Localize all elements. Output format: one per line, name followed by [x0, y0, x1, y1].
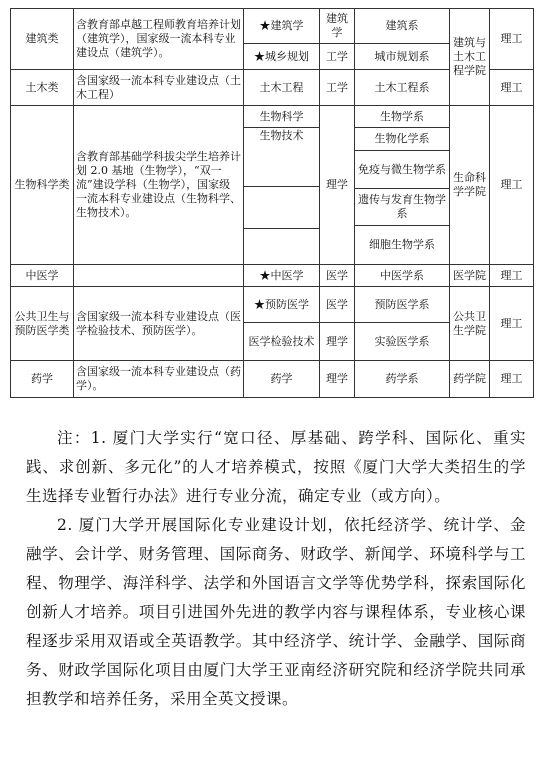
- department-cell: 生物学系: [355, 106, 450, 128]
- type-cell: 理工: [490, 9, 534, 70]
- college-cell: 建筑与土木工程学院: [450, 9, 490, 106]
- table-row: [11, 361, 534, 398]
- type-cell: 理工: [490, 265, 534, 287]
- department-cell: 药学系: [355, 361, 450, 398]
- department-cell: 实验医学系: [355, 323, 450, 361]
- type-cell: 理工: [490, 70, 534, 106]
- department-cell: 预防医学系: [355, 287, 450, 323]
- category-cell: 生物科学类: [11, 106, 74, 265]
- college-cell: 公共卫生学院: [450, 287, 490, 361]
- type-cell: 理工: [490, 361, 534, 398]
- majors-table: [10, 8, 534, 398]
- major-empty-cell: [244, 187, 320, 229]
- major-cell: 生物科学: [244, 106, 320, 128]
- department-cell: 建筑系: [355, 9, 450, 44]
- department-cell: 遗传与发育生物学系: [355, 189, 450, 226]
- major-empty-cell: [244, 229, 320, 265]
- note-1: 注：1. 厦门大学实行“宽口径、厚基础、跨学科、国际化、重实践、求创新、多元化”的人才培养模式，按照《厦门大学大类招生的学生选择专业暂行办法》进行专业分流，确定专业（或方向）。: [26, 429, 526, 505]
- type-cell: 理工: [490, 106, 534, 265]
- discipline-cell: 理学: [320, 106, 355, 265]
- department-cell: 细胞生物学系: [355, 226, 450, 265]
- department-cell: 生物化学系: [355, 128, 450, 151]
- discipline-cell: 建筑学: [320, 9, 355, 44]
- major-cell: ★预防医学: [244, 287, 320, 323]
- major-cell: 生物技术: [244, 128, 320, 187]
- honor-empty-cell: [74, 265, 244, 287]
- table-row: [11, 287, 534, 323]
- honor-cell: 含国家级一流本科专业建设点（药学）。: [74, 361, 244, 398]
- category-cell: 土木类: [11, 70, 74, 106]
- table-row: [11, 265, 534, 287]
- category-cell: 公共卫生与预防医学类: [11, 287, 74, 361]
- category-cell: 中医学: [11, 265, 74, 287]
- department-cell: 城市规划系: [355, 44, 450, 70]
- note-2: 2. 厦门大学开展国际化专业建设计划，依托经济学、统计学、金融学、会计学、财务管理、国际商务、财政学、新闻学、环境科学与工程、物理学、海洋科学、法学和外国语言文学等优势学科，探索国际化创新人才培养。项目引进国外先进的教学内容与课程体系，专业核心课程逐步采用双语或全英语教学。其中经济学、统计学、金融学、国际商务、财政学国际化项目由厦门大学王亚南经济研究院和经济学院共同承担教学和培养任务，采用全英文授课。: [26, 516, 526, 708]
- major-cell: ★城乡规划: [244, 44, 320, 70]
- honor-cell: 含教育部基础学科拔尖学生培养计划 2.0 基地（生物学），“双一流”建设学科（生物学），国家级一流本科专业建设点（生物科学、生物技术）。: [74, 106, 244, 265]
- discipline-cell: 理学: [320, 361, 355, 398]
- major-cell: 医学检验技术: [244, 323, 320, 361]
- department-cell: 免疫与微生物学系: [355, 151, 450, 189]
- discipline-cell: 医学: [320, 265, 355, 287]
- major-cell: ★中医学: [244, 265, 320, 287]
- discipline-cell: 工学: [320, 70, 355, 106]
- table-row: [11, 9, 534, 44]
- category-cell: 建筑类: [11, 9, 74, 70]
- notes-section: [26, 424, 526, 714]
- honor-cell: 含国家级一流本科专业建设点（医学检验技术、预防医学）。: [74, 287, 244, 361]
- discipline-cell: 医学: [320, 287, 355, 323]
- college-cell: 生命科学学院: [450, 106, 490, 265]
- department-cell: 土木工程系: [355, 70, 450, 106]
- department-cell: 中医学系: [355, 265, 450, 287]
- discipline-cell: 理学: [320, 323, 355, 361]
- college-cell: 医学院: [450, 265, 490, 287]
- discipline-cell: 工学: [320, 44, 355, 70]
- major-cell: 土木工程: [244, 70, 320, 106]
- honor-cell: 含教育部卓越工程师教育培养计划（建筑学），国家级一流本科专业建设点（建筑学）。: [74, 9, 244, 70]
- major-cell: ★建筑学: [244, 9, 320, 44]
- type-cell: 理工: [490, 287, 534, 361]
- category-cell: 药学: [11, 361, 74, 398]
- honor-cell: 含国家级一流本科专业建设点（土木工程）: [74, 70, 244, 106]
- college-cell: 药学院: [450, 361, 490, 398]
- major-cell: 药学: [244, 361, 320, 398]
- table-row: [11, 106, 534, 128]
